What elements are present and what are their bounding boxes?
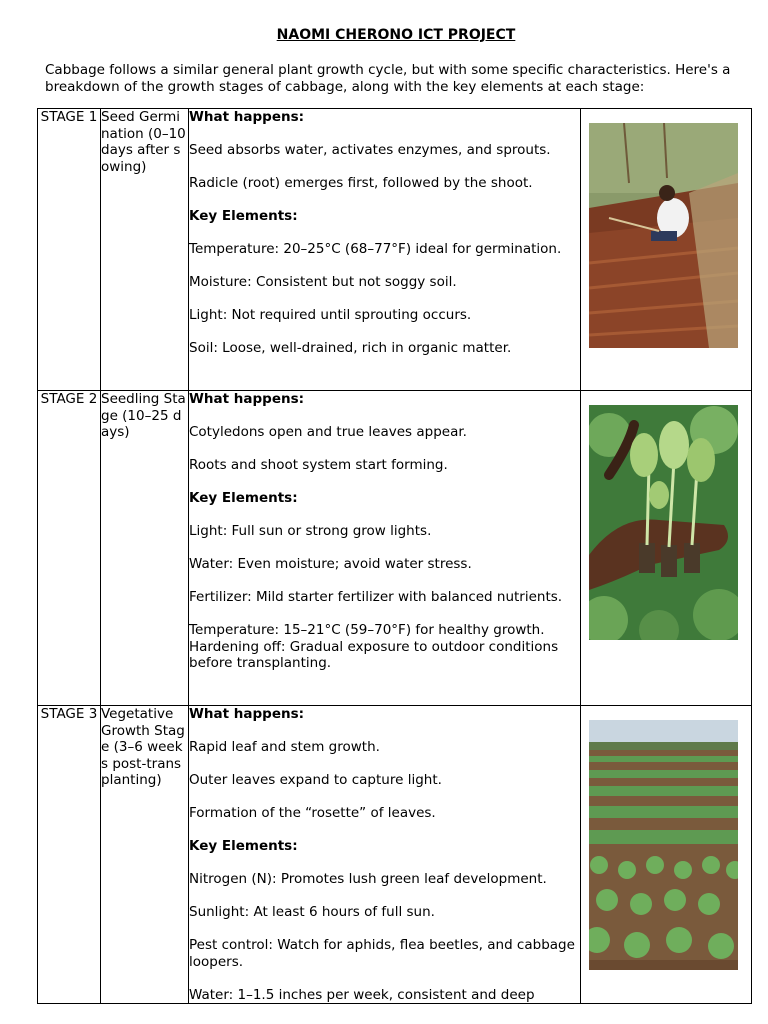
list-item: Fertilizer: Mild starter fertilizer with balanced nutrients.	[189, 589, 563, 605]
intro-paragraph: Cabbage follows a similar general plant growth cycle, but with some specific characteristics. Here's a breakdown of the growth stages of cabbage, along with the key elements at each stage:	[45, 62, 731, 95]
list-item: Pest control: Watch for aphids, flea beetles, and cabbage loopers.	[189, 937, 575, 970]
list-item: Water: Even moisture; avoid water stress.	[189, 556, 472, 572]
stage-name: Seedling Stage (10–25 days)	[101, 391, 189, 706]
list-item: Sunlight: At least 6 hours of full sun.	[189, 904, 435, 920]
photo-seedlings-in-hand	[589, 405, 738, 640]
table-row	[38, 706, 752, 1004]
stage-label: STAGE 2	[38, 391, 101, 706]
list-item: Temperature: 15–21°C (59–70°F) for healthy growth. Hardening off: Gradual exposure to outdoor conditions before transplanting.	[189, 622, 559, 671]
stage-details	[189, 706, 581, 1004]
list-item: Rapid leaf and stem growth.	[189, 739, 380, 755]
stage-details	[189, 109, 581, 391]
list-item: Radicle (root) emerges first, followed by the shoot.	[189, 175, 533, 191]
photo-cabbage-field	[589, 720, 738, 970]
stage-name: Vegetative Growth Stage (3–6 weeks post-transplanting)	[101, 706, 189, 1004]
list-item: Light: Full sun or strong grow lights.	[189, 523, 432, 539]
list-item: Water: 1–1.5 inches per week, consistent and deep	[189, 986, 535, 1003]
list-item: Formation of the “rosette” of leaves.	[189, 805, 436, 821]
stage-details	[189, 391, 581, 706]
stage-name: Seed Germination (0–10 days after sowing)	[101, 109, 189, 391]
what-happens-heading: What happens:	[189, 391, 305, 407]
photo-field-preparation	[589, 123, 738, 348]
list-item: Moisture: Consistent but not soggy soil.	[189, 274, 457, 290]
key-elements-heading: Key Elements:	[189, 208, 298, 224]
list-item: Temperature: 20–25°C (68–77°F) ideal for germination.	[189, 241, 562, 257]
document-title: NAOMI CHERONO ICT PROJECT	[276, 27, 516, 43]
table-row	[38, 109, 752, 391]
list-item: Outer leaves expand to capture light.	[189, 772, 442, 788]
list-item: Light: Not required until sprouting occurs.	[189, 307, 472, 323]
key-elements-heading: Key Elements:	[189, 838, 298, 854]
what-happens-heading: What happens:	[189, 109, 305, 125]
list-item: Soil: Loose, well-drained, rich in organic matter.	[189, 340, 512, 356]
table-row	[38, 391, 752, 706]
growth-stages-table	[37, 108, 752, 1004]
list-item: Nitrogen (N): Promotes lush green leaf development.	[189, 871, 547, 887]
key-elements-heading: Key Elements:	[189, 490, 298, 506]
list-item: Roots and shoot system start forming.	[189, 457, 448, 473]
stage-label: STAGE 3	[38, 706, 101, 1004]
stage-label: STAGE 1	[38, 109, 101, 391]
what-happens-heading: What happens:	[189, 706, 305, 722]
list-item: Cotyledons open and true leaves appear.	[189, 424, 467, 440]
list-item: Seed absorbs water, activates enzymes, and sprouts.	[189, 142, 551, 158]
